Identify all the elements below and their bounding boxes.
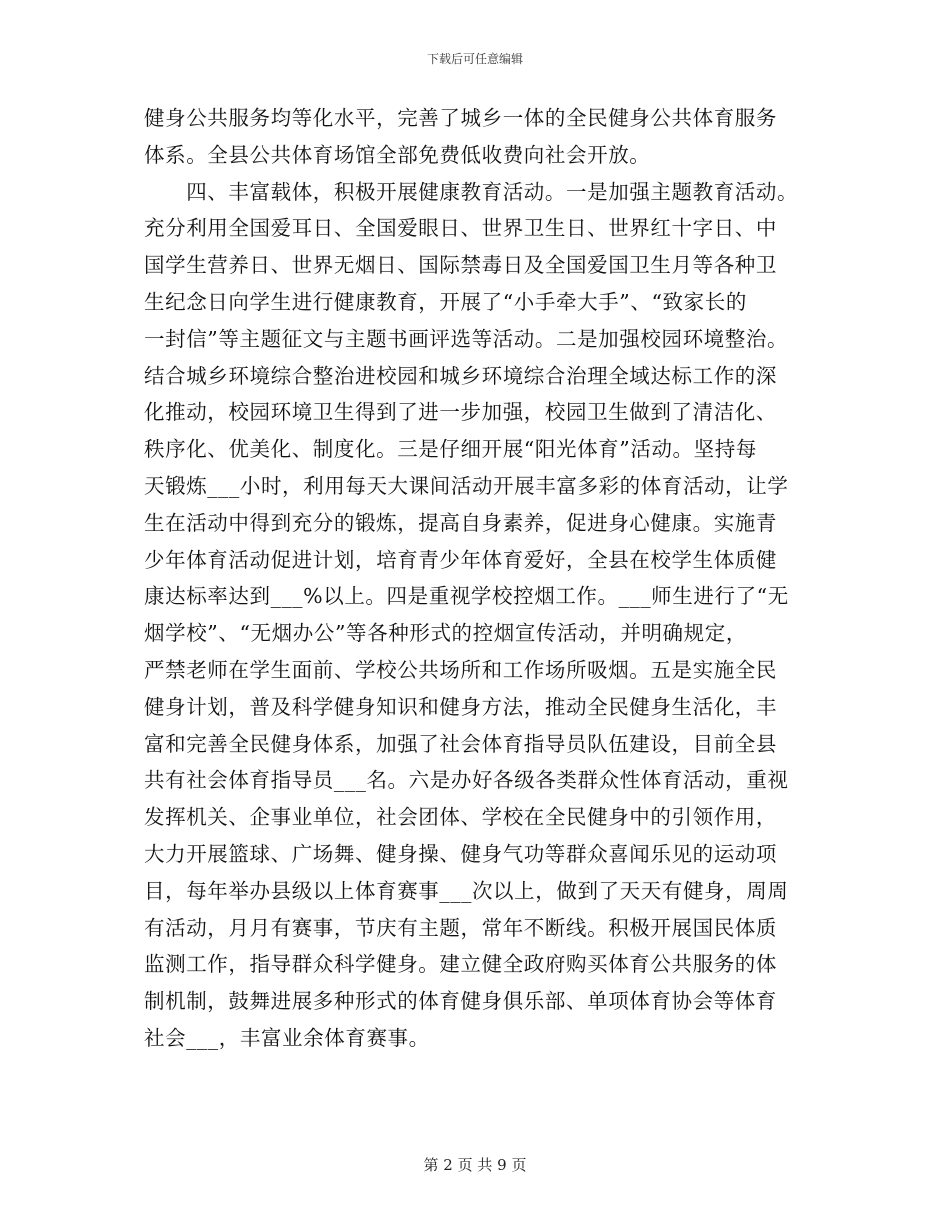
text-line: 健身计划，普及科学健身知识和健身方法，推动全民健身生活化，丰 — [144, 694, 777, 719]
text-line: 秩序化、优美化、制度化。三是仔细开展“阳光体育”活动。坚持每 — [144, 437, 757, 462]
page-footer: 第 2 页 共 9 页 — [423, 1156, 527, 1174]
page-header: 下载后可任意编辑 — [426, 52, 523, 66]
text-line: 社会___，丰富业余体育赛事。 — [144, 1025, 430, 1050]
text-line: 充分利用全国爱耳日、全国爱眼日、世界卫生日、世界红十字日、中 — [144, 216, 777, 241]
text-line: 国学生营养日、世界无烟日、国际禁毒日及全国爱国卫生月等各种卫 — [144, 253, 777, 278]
text-line: 烟学校”、“无烟办公”等各种形式的控烟宣传活动，并明确规定， — [144, 621, 747, 646]
text-line: 生纪念日向学生进行健康教育，开展了“小手牵大手”、“致家长的 — [144, 289, 747, 314]
text-line: 化推动，校园环境卫生得到了进一步加强，校园卫生做到了清洁化、 — [144, 400, 777, 425]
text-line: 严禁老师在学生面前、学校公共场所和工作场所吸烟。五是实施全民 — [144, 657, 777, 682]
text-line: 有活动，月月有赛事，节庆有主题，常年不断线。积极开展国民体质 — [144, 915, 777, 940]
text-line: 大力开展篮球、广场舞、健身操、健身气功等群众喜闻乐见的运动项 — [144, 841, 777, 866]
text-line: 制机制，鼓舞进展多种形式的体育健身俱乐部、单项体育协会等体育 — [144, 989, 777, 1014]
text-line: 监测工作，指导群众科学健身。建立健全政府购买体育公共服务的体 — [144, 952, 777, 977]
text-line: 少年体育活动促进计划，培育青少年体育爱好，全县在校学生体质健 — [144, 547, 777, 572]
text-line: 发挥机关、企事业单位，社会团体、学校在全民健身中的引领作用， — [144, 805, 777, 830]
document-body — [144, 100, 806, 1057]
text-line: 体系。全县公共体育场馆全部免费低收费向社会开放。 — [144, 142, 651, 167]
text-line: 共有社会体育指导员___名。六是办好各级各类群众性体育活动，重视 — [144, 768, 789, 793]
text-line: 生在活动中得到充分的锻炼，提高自身素养，促进身心健康。实施青 — [144, 510, 777, 535]
text-line: 四、丰富载体，积极开展健康教育活动。一是加强主题教育活动。 — [144, 179, 799, 204]
text-line: 富和完善全民健身体系，加强了社会体育指导员队伍建设，目前全县 — [144, 731, 777, 756]
text-line: 天锻炼___小时，利用每天大课间活动开展丰富多彩的体育活动，让学 — [144, 473, 789, 498]
text-line: 健身公共服务均等化水平，完善了城乡一体的全民健身公共体育服务 — [144, 106, 777, 130]
text-line: 康达标率达到___%以上。四是重视学校控烟工作。___师生进行了“无 — [144, 584, 789, 609]
text-line: 目，每年举办县级以上体育赛事___次以上，做到了天天有健身，周周 — [144, 878, 789, 903]
text-line: 一封信”等主题征文与主题书画评选等活动。二是加强校园环境整治。 — [144, 326, 789, 351]
text-line: 结合城乡环境综合整治进校园和城乡环境综合治理全域达标工作的深 — [144, 363, 777, 388]
